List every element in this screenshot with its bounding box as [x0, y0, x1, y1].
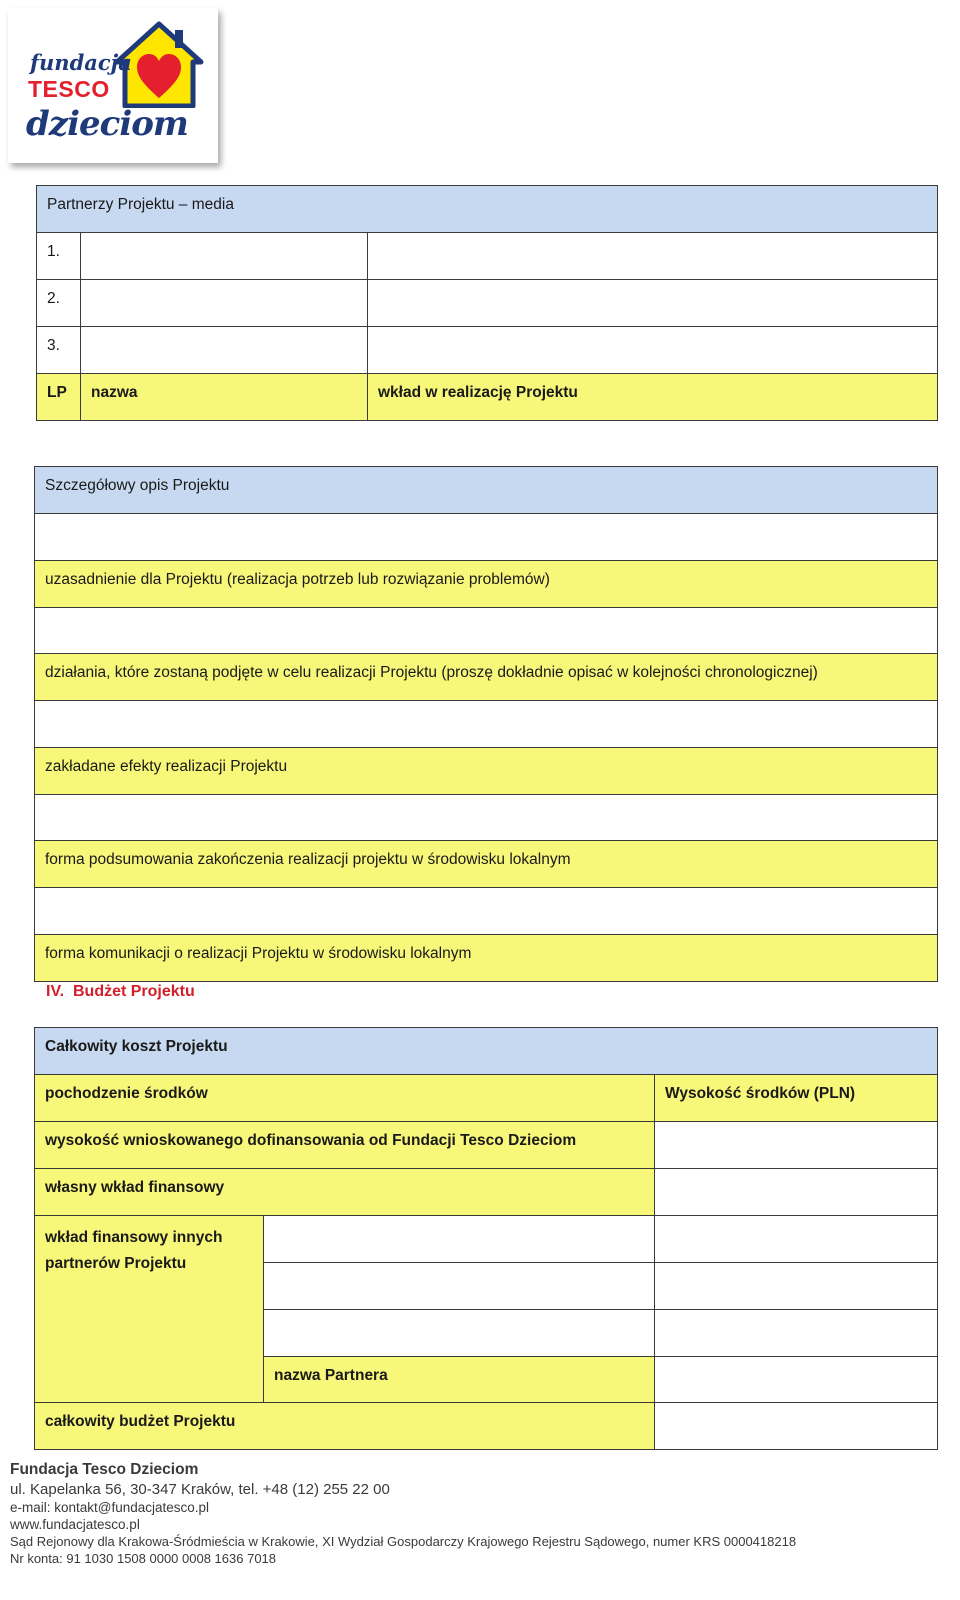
partner-name-input[interactable]: [263, 1215, 655, 1263]
budget-header: [34, 1027, 938, 1075]
partner-name-label: nazwa Partnera: [274, 1367, 388, 1384]
activities-label-cell: [34, 653, 938, 701]
effects-label-cell: [34, 747, 938, 795]
summary-field[interactable]: [34, 887, 938, 935]
total-budget-label: całkowity budżet Projektu: [45, 1413, 236, 1430]
partner-amount-field[interactable]: [654, 1215, 938, 1263]
column-header-contribution-label: wkład w realizację Projektu: [378, 384, 578, 401]
description-field[interactable]: [34, 513, 938, 561]
requested-funding-label: wysokość wnioskowanego dofinansowania od Fundacji Tesco Dzieciom: [45, 1132, 577, 1149]
row-number-cell: [36, 232, 81, 280]
footer-address: ul. Kapelanka 56, 30-347 Kraków, tel. +48 (12) 255 22 00: [10, 1481, 390, 1498]
partner-name-label-cell: [263, 1356, 655, 1404]
column-header-lp-label: LP: [47, 384, 67, 401]
logo-text-dzieciom: dzieciom: [26, 104, 188, 144]
partner-contribution-field[interactable]: [367, 232, 938, 280]
row-number-cell: [36, 279, 81, 327]
partner-amount-field[interactable]: [654, 1356, 938, 1404]
effects-label: zakładane efekty realizacji Projektu: [45, 758, 288, 775]
footer-email: e-mail: kontakt@fundacjatesco.pl: [10, 1500, 210, 1515]
own-contribution-label: własny wkład finansowy: [45, 1179, 225, 1196]
budget-header-label: Całkowity koszt Projektu: [45, 1038, 228, 1055]
partner-name-input[interactable]: [263, 1262, 655, 1310]
justification-field[interactable]: [34, 607, 938, 655]
partner-name-input[interactable]: [263, 1309, 655, 1357]
partner-contribution-field[interactable]: [367, 279, 938, 327]
column-header-lp: [36, 373, 81, 421]
requested-funding-label-cell: [34, 1121, 655, 1169]
partner-name-field[interactable]: [80, 279, 368, 327]
row-number: 1.: [47, 243, 60, 260]
summary-label: forma podsumowania zakończenia realizacji projektu w środowisku lokalnym: [45, 851, 571, 868]
column-header-contribution: [367, 373, 938, 421]
communication-label-cell: [34, 934, 938, 982]
section-title: Budżet Projektu: [72, 983, 195, 1000]
media-partners-title: Partnerzy Projektu – media: [47, 196, 234, 213]
partner-amount-field[interactable]: [654, 1262, 938, 1310]
description-header: [34, 466, 938, 514]
partner-contribution-field[interactable]: [367, 326, 938, 374]
footer-bank-account: Nr konta: 91 1030 1508 0000 0008 1636 7018: [10, 1551, 277, 1566]
communication-label: forma komunikacji o realizacji Projektu w środowisku lokalnym: [45, 945, 472, 962]
footer-organization-name: Fundacja Tesco Dzieciom: [10, 1461, 199, 1478]
activities-label: działania, które zostaną podjęte w celu realizacji Projektu (proszę dokładnie opisać w kolejności chronologicznej): [45, 664, 818, 681]
logo-text-tesco: TESCO: [28, 76, 110, 102]
summary-label-cell: [34, 840, 938, 888]
column-header-source-label: pochodzenie środków: [45, 1085, 208, 1102]
partner-name-field[interactable]: [80, 326, 368, 374]
justification-label: uzasadnienie dla Projektu (realizacja potrzeb lub rozwiązanie problemów): [45, 571, 550, 588]
column-header-amount-label: Wysokość środków (PLN): [665, 1085, 856, 1102]
logo-text-fundacja: fundacja: [30, 50, 132, 75]
activities-field[interactable]: [34, 700, 938, 748]
column-header-name-label: nazwa: [91, 384, 138, 401]
total-budget-label-cell: [34, 1402, 655, 1450]
requested-funding-amount-field[interactable]: [654, 1121, 938, 1169]
column-header-name: [80, 373, 368, 421]
column-header-source: [34, 1074, 655, 1122]
column-header-amount: [654, 1074, 938, 1122]
partner-name-field[interactable]: [80, 232, 368, 280]
partner-amount-field[interactable]: [654, 1309, 938, 1357]
budget-section-heading: [46, 983, 195, 1001]
foundation-logo: [8, 8, 218, 163]
footer-website: www.fundacjatesco.pl: [10, 1517, 140, 1532]
partners-contribution-label: wkład finansowy innych partnerów Projektu: [45, 1229, 223, 1272]
section-number: IV.: [46, 983, 65, 1000]
row-number-cell: [36, 326, 81, 374]
description-title: Szczegółowy opis Projektu: [45, 477, 230, 494]
footer-court-registration: Sąd Rejonowy dla Krakowa-Śródmieścia w Krakowie, XI Wydział Gospodarczy Krajowego Rejestru Sądowego, numer KRS 0000418218: [10, 1534, 797, 1549]
own-contribution-label-cell: [34, 1168, 655, 1216]
justification-label-cell: [34, 560, 938, 608]
row-number: 2.: [47, 290, 60, 307]
total-budget-amount-field[interactable]: [654, 1402, 938, 1450]
own-contribution-amount-field[interactable]: [654, 1168, 938, 1216]
row-number: 3.: [47, 337, 60, 354]
partners-contribution-label-cell: [34, 1215, 264, 1403]
effects-field[interactable]: [34, 794, 938, 842]
media-partners-header: [36, 185, 938, 233]
